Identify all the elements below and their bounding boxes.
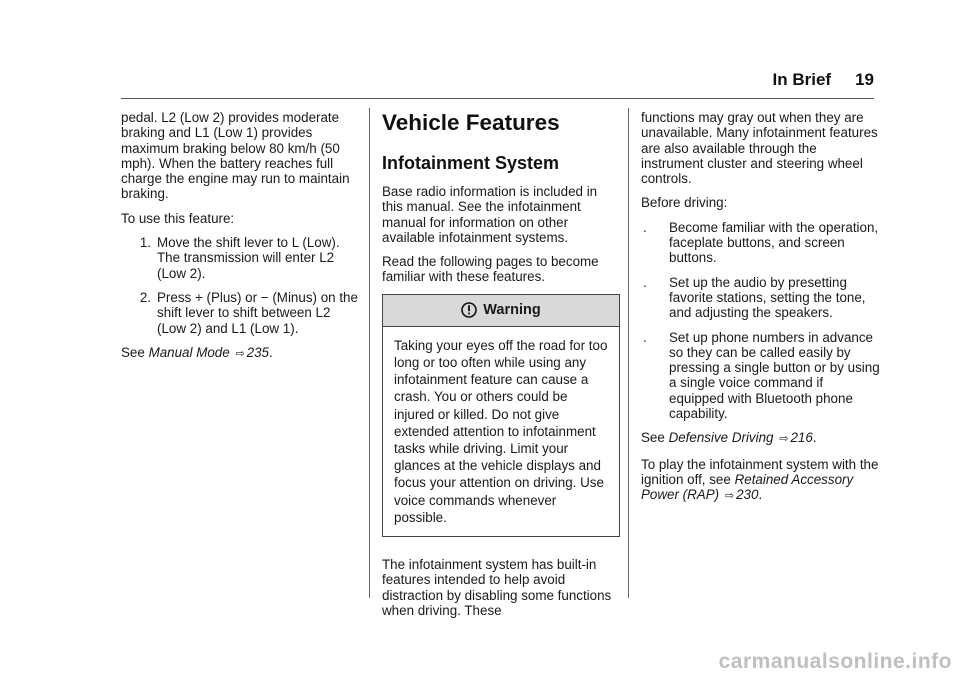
reference-end: .: [758, 487, 763, 503]
bullet-text: Set up phone numbers in advance so they can be called easily by pressing a single button or by using a single voice command if equipped with Bluetooth phone capability.: [669, 329, 880, 422]
see-prefix: See: [641, 430, 665, 446]
bullet-mark: .: [643, 219, 647, 235]
reference-end: .: [269, 344, 273, 360]
cross-reference: [121, 345, 361, 362]
reference-page[interactable]: 230: [736, 487, 759, 503]
bullet-mark: .: [643, 274, 647, 290]
paragraph: To use this feature:: [121, 210, 235, 226]
header-rule: [121, 98, 874, 99]
bullet-text: Set up the audio by presetting favorite stations, setting the tone, and adjusting the speakers.: [669, 274, 866, 321]
warning-label: Warning: [483, 301, 541, 318]
list-item: [641, 220, 881, 266]
column-middle: [382, 110, 620, 627]
subsection-title: Infotainment System: [382, 153, 560, 173]
bullet-list: [641, 220, 881, 422]
list-item: [641, 275, 881, 321]
see-prefix: To play the infotainment system with the ignition off, see: [641, 456, 879, 487]
paragraph: Read the following pages to become familiar with these features.: [382, 254, 599, 285]
list-item: [121, 290, 361, 336]
bullet-text: Become familiar with the operation, faceplate buttons, and screen buttons.: [669, 219, 879, 266]
section-title: Vehicle Features: [382, 110, 560, 135]
page-arrow-icon: ⇨: [779, 433, 789, 446]
page-arrow-icon: ⇨: [724, 490, 735, 503]
cross-reference: [641, 430, 881, 447]
column-divider: [369, 108, 370, 598]
reference-page[interactable]: 216: [790, 430, 813, 446]
warning-header: [383, 295, 619, 327]
list-item: [121, 235, 361, 281]
warning-box: [382, 294, 620, 537]
reference-end: .: [812, 430, 817, 446]
see-prefix: See: [121, 344, 145, 360]
column-left: [121, 110, 361, 371]
steps-list: [121, 235, 361, 336]
warning-text: Taking your eyes off the road for too long or too often while using any infotainment feature can cause a crash. You or others could be injured or killed. Do not give extended attention to infotainment tasks while driving. Limit your glances at the vehicle displays and focus your attention on driving. Use voice commands whenever possible.: [394, 337, 608, 525]
cross-reference: [641, 457, 881, 505]
paragraph: pedal. L2 (Low 2) provides moderate braking and L1 (Low 1) provides maximum braking below 80 km/h (50 mph). When the battery reaches full charge the engine may run to maintain braking.: [121, 110, 350, 202]
step-number: 2.: [139, 289, 151, 305]
page-header: [0, 70, 874, 90]
column-divider: [628, 108, 629, 598]
header-title: In Brief: [772, 70, 832, 89]
step-text: Move the shift lever to L (Low). The transmission will enter L2 (Low 2).: [157, 235, 340, 281]
paragraph: functions may gray out when they are unavailable. Many infotainment features are also available through the instrument cluster and steering wheel controls.: [641, 110, 878, 187]
column-right: [641, 110, 881, 514]
step-number: 1.: [139, 235, 151, 251]
reference-title[interactable]: Manual Mode: [148, 344, 230, 360]
reference-title[interactable]: Defensive Driving: [668, 430, 774, 446]
warning-icon: [461, 302, 477, 318]
bullet-mark: .: [643, 329, 647, 345]
list-item: [641, 330, 881, 422]
page-number: 19: [855, 70, 874, 89]
reference-title[interactable]: Retained Accessory Power (RAP): [641, 471, 854, 503]
paragraph: The infotainment system has built-in features intended to help avoid distraction by disabling some functions when driving. These: [382, 557, 612, 618]
paragraph: Base radio information is included in this manual. See the infotainment manual for information on other available infotainment systems.: [382, 184, 598, 245]
page-arrow-icon: ⇨: [235, 347, 245, 360]
paragraph: Before driving:: [641, 195, 728, 211]
step-text: Press + (Plus) or − (Minus) on the shift lever to shift between L2 (Low 2) and L1 (Low 1).: [157, 289, 358, 336]
watermark: carmanualsonline.info: [718, 650, 952, 673]
reference-page[interactable]: 235: [246, 344, 269, 360]
